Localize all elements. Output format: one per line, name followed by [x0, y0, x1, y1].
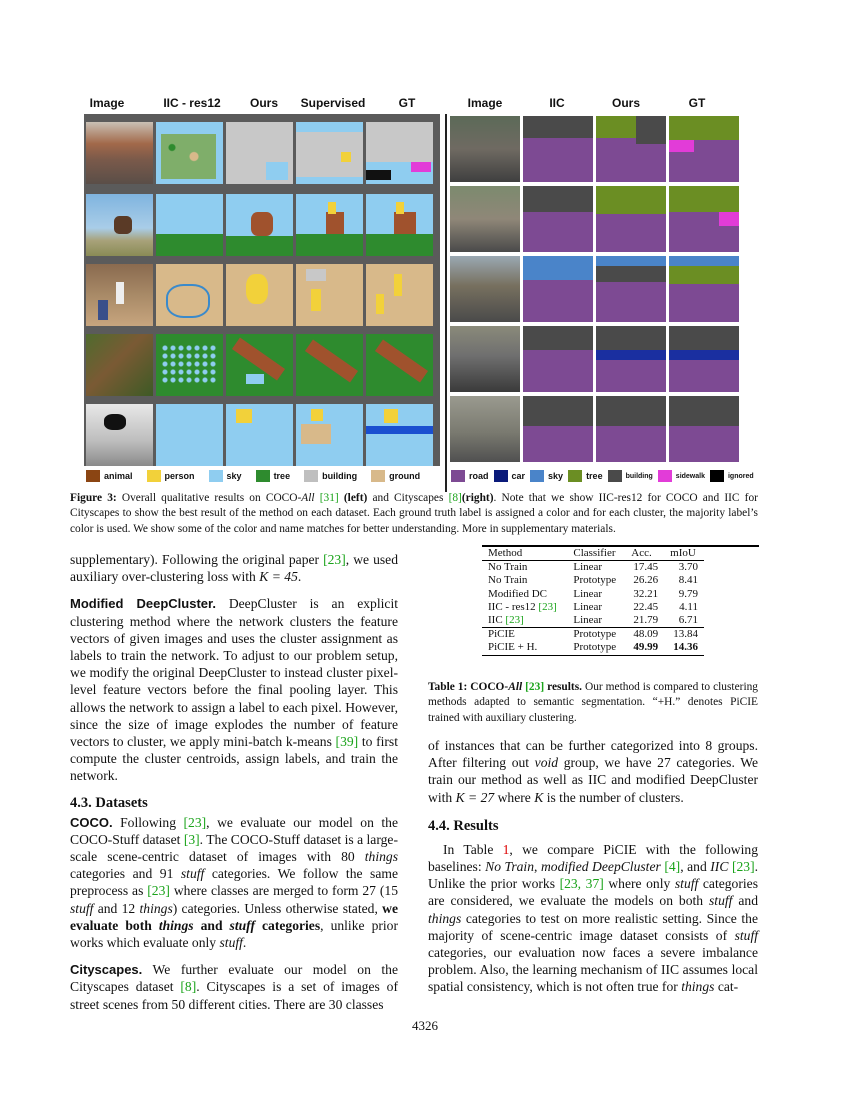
- cell-method: [482, 614, 567, 628]
- math: K = 27: [455, 789, 495, 805]
- paragraph-coco: [70, 814, 398, 952]
- city-r1-iic: [523, 116, 593, 182]
- text: . Cityscapes is a set of images of street scenes from 50 different cities. There are 30 classes: [70, 979, 399, 1012]
- method-name: No Train: [488, 574, 528, 587]
- text: modified DeepCluster: [540, 859, 661, 875]
- city-r2-ours: [596, 186, 666, 252]
- col-header: Acc.: [631, 547, 652, 559]
- city-r5-gt: [669, 396, 739, 462]
- page-number: 4326: [412, 1018, 438, 1033]
- coco-r2-image: [86, 194, 153, 256]
- coco-grid: [84, 114, 440, 466]
- coco-r4-image: [86, 334, 153, 396]
- table-row: [482, 614, 704, 628]
- cell-miou: 8.41: [678, 574, 698, 587]
- text: where: [494, 789, 535, 805]
- legend-swatch: [209, 470, 223, 482]
- coco-r1-iic: [156, 122, 223, 184]
- legend-ignored: [710, 470, 754, 482]
- table-reference[interactable]: 1: [502, 841, 510, 857]
- city-r1-gt: [669, 116, 739, 182]
- header-gt: GT: [398, 96, 416, 110]
- text: Following: [112, 814, 184, 830]
- text: and: [732, 893, 758, 909]
- coco-r5-image: [86, 404, 153, 466]
- legend-swatch: [530, 470, 544, 482]
- results-table: [482, 547, 704, 656]
- coco-r5-ours: [226, 404, 293, 466]
- text: .: [242, 935, 247, 951]
- text: stuff: [219, 935, 243, 951]
- caption-text: results.: [544, 681, 583, 693]
- city-r3-ours: [596, 256, 666, 322]
- caption-text: Overall qualitative results on COCO-: [121, 492, 302, 504]
- city-r5-image: [450, 396, 520, 462]
- legend-label: person: [164, 471, 195, 481]
- legend-animal: [86, 470, 133, 482]
- text: supplementary). Following the original paper: [70, 552, 324, 567]
- legend-swatch: [371, 470, 385, 482]
- caption-text: All: [508, 681, 523, 693]
- text: ) categories. Unless otherwise stated,: [172, 900, 383, 916]
- paragraph-title: Cityscapes.: [70, 962, 143, 978]
- text: IIC: [710, 859, 729, 875]
- text: stuff: [180, 866, 205, 882]
- coco-r1-gt: [366, 122, 433, 184]
- coco-r5-iic: [156, 404, 223, 466]
- table-row: [482, 561, 704, 575]
- city-r4-iic: [523, 326, 593, 392]
- citation[interactable]: [8]: [448, 492, 462, 504]
- city-r2-image: [450, 186, 520, 252]
- citation[interactable]: [23]: [183, 814, 207, 830]
- method-name: Modified DC: [488, 587, 547, 600]
- citation[interactable]: [8]: [180, 979, 197, 995]
- cell-miou: 6.71: [678, 614, 698, 627]
- legend-swatch: [86, 470, 100, 482]
- citation[interactable]: [23]: [147, 883, 170, 899]
- text: we evaluate both: [70, 900, 398, 933]
- caption-text: (right): [461, 492, 494, 504]
- legend-swatch: [256, 470, 270, 482]
- text: things: [158, 917, 194, 933]
- city-r1-ours: [596, 116, 666, 182]
- text: DeepCluster is an explicit clustering method where the network clusters the feature vectors of given images and uses the cluster assignment as labels to train the network. To adjust to our problem setup, we modify the original DeepCluster to instead cluster pixel-level feature vectors before the final pooling layer. This allows the network to assign a label to each pixel. However, since the size of image explodes the number of feature vectors to cluster, we apply mini-batch k-means: [70, 596, 398, 750]
- legend-label: tree: [586, 471, 603, 481]
- coco-r4-ours: [226, 334, 293, 396]
- coco-r2-iic: [156, 194, 223, 256]
- cell-acc: 17.45: [633, 561, 659, 574]
- text: is the number of clusters.: [543, 789, 684, 805]
- legend-label: car: [511, 471, 526, 481]
- text: cat-: [714, 979, 739, 995]
- cell-miou: 3.70: [678, 561, 698, 574]
- text: to first compute the cluster centroids, assign labels, and train the network.: [70, 734, 398, 784]
- cell-acc: 49.99: [633, 641, 659, 654]
- city-r1-image: [450, 116, 520, 182]
- coco-r2-gt: [366, 194, 433, 256]
- header-image-right: Image: [467, 96, 503, 110]
- city-r2-gt: [669, 186, 739, 252]
- table: [482, 547, 704, 656]
- figure-caption: [70, 491, 758, 537]
- paragraph-deepcluster: [70, 595, 398, 784]
- cell-acc: 22.45: [633, 600, 659, 613]
- text: categories to test on more realistic setting. Since the majority of scene-centric image dataset consists of: [428, 910, 758, 943]
- caption-text: Our method is compared to clustering methods adapted to semantic segmentation. “+H.” denotes PiCIE trained with auxiliary clustering.: [428, 681, 759, 724]
- text: , we used auxiliary over-clustering loss with: [70, 552, 399, 585]
- table-caption: [428, 680, 758, 726]
- header-supervised: Supervised: [300, 96, 366, 110]
- coco-r5-supervised: [296, 404, 363, 466]
- table-row: [482, 628, 704, 642]
- text: , and: [680, 859, 711, 875]
- citation[interactable]: [23]: [323, 552, 346, 567]
- text: of instances that can be further categorized into 8 groups. After filtering out: [428, 738, 758, 771]
- col-header: Classifier: [573, 547, 616, 559]
- cell-acc: 21.79: [633, 614, 659, 627]
- legend-swatch: [304, 470, 318, 482]
- legend-sky: [209, 470, 242, 482]
- text: and 12: [93, 900, 140, 916]
- text: categories and 91: [70, 866, 181, 882]
- section-heading-results: 4.4. Results: [428, 817, 499, 834]
- paragraph-cityscapes: [70, 961, 398, 1013]
- table-body: [482, 628, 704, 655]
- table-row: [482, 574, 704, 587]
- cell-miou: 13.84: [673, 628, 698, 641]
- citation[interactable]: [23]: [505, 614, 524, 627]
- citation[interactable]: [23]: [525, 681, 545, 693]
- coco-r3-iic: [156, 264, 223, 326]
- text: , we compare PiCIE with the following baselines:: [428, 841, 758, 875]
- text: things: [139, 900, 173, 916]
- header-iic-right: IIC: [549, 96, 565, 110]
- legend-car: [494, 470, 526, 482]
- caption-label: Figure 3:: [70, 492, 117, 504]
- cell-acc: 32.21: [633, 587, 659, 600]
- header-ours: Ours: [249, 96, 278, 110]
- text: stuff: [734, 927, 758, 943]
- cell-method: [482, 574, 567, 587]
- text: . The COCO-Stuff dataset is a large-scale scene-centric dataset of images with 80: [70, 831, 398, 865]
- coco-r1-supervised: [296, 122, 363, 184]
- citation[interactable]: [4]: [664, 859, 681, 875]
- cityscapes-grid: [450, 114, 740, 466]
- text: categories are considered, we evaluate the models on both: [428, 876, 758, 909]
- coco-r3-supervised: [296, 264, 363, 326]
- text: . Unlike the prior works: [428, 859, 759, 892]
- text: stuff: [70, 900, 94, 916]
- text: , unlike prior works which evaluate only: [70, 917, 398, 951]
- legend-label: building: [322, 471, 358, 481]
- text: In Table: [443, 841, 503, 857]
- text: ,: [534, 859, 541, 875]
- legend-label: ground: [389, 471, 421, 481]
- paragraph-title: COCO.: [70, 814, 113, 830]
- citation[interactable]: [39]: [335, 734, 359, 750]
- method-name: IIC: [488, 614, 506, 627]
- text: categories: [254, 917, 321, 933]
- citation[interactable]: [23, 37]: [559, 876, 604, 892]
- col-header: Method: [488, 547, 523, 559]
- text: stuff: [674, 876, 699, 892]
- city-r2-iic: [523, 186, 593, 252]
- text: where only: [603, 876, 675, 892]
- table-row: [482, 588, 704, 601]
- table-row: [482, 641, 704, 655]
- text: , we evaluate our model on the COCO-Stuff dataset: [70, 814, 398, 847]
- table-body: [482, 561, 704, 628]
- coco-r2-ours: [226, 194, 293, 256]
- legend-swatch: [568, 470, 582, 482]
- left-column: [70, 551, 398, 1013]
- legend-building: [304, 470, 357, 482]
- citation[interactable]: [3]: [183, 831, 200, 847]
- table-row: [482, 601, 704, 614]
- cell-classifier: Linear: [573, 600, 603, 613]
- text: things: [681, 979, 715, 995]
- coco-r4-supervised: [296, 334, 363, 396]
- legend-sidewalk: [658, 470, 705, 482]
- coco-r1-ours: [226, 122, 293, 184]
- cell-classifier: Linear: [573, 614, 603, 627]
- city-r4-image: [450, 326, 520, 392]
- text: and: [193, 917, 230, 933]
- figure-3: [84, 94, 754, 489]
- legend-swatch: [608, 470, 622, 482]
- city-r4-ours: [596, 326, 666, 392]
- cell-miou: 14.36: [673, 641, 698, 654]
- header-iic-res12: IIC - res12: [163, 96, 221, 110]
- method-name: IIC - res12: [488, 600, 539, 613]
- text: group, we have 27 categories. We train our method as well as IIC and modified DeepCluster with: [428, 755, 758, 805]
- paragraph-title: Modified DeepCluster.: [70, 596, 216, 612]
- coco-r3-image: [86, 264, 153, 326]
- coco-r5-gt: [366, 404, 433, 466]
- header-ours-right: Ours: [611, 96, 640, 110]
- text: .: [297, 569, 302, 585]
- header-gt-right: GT: [688, 96, 706, 110]
- legend-person: [147, 470, 195, 482]
- legend-label: sky: [226, 471, 242, 481]
- section-heading-datasets: 4.3. Datasets: [70, 794, 148, 811]
- cell-classifier: Linear: [573, 561, 603, 574]
- coco-r3-ours: [226, 264, 293, 326]
- text: No Train: [485, 859, 535, 875]
- cell-acc: 26.26: [633, 574, 659, 587]
- city-r3-gt: [669, 256, 739, 322]
- legend-ground: [371, 470, 420, 482]
- figure-divider: [445, 114, 447, 492]
- legend-swatch: [494, 470, 508, 482]
- legend-label: sidewalk: [675, 472, 705, 480]
- city-r4-gt: [669, 326, 739, 392]
- cell-miou: 9.79: [678, 587, 698, 600]
- cell-method: [482, 588, 567, 601]
- caption-text: and Cityscapes: [367, 492, 449, 504]
- paragraph-instances: [428, 737, 758, 806]
- col-header: mIoU: [670, 547, 696, 559]
- city-r5-ours: [596, 396, 666, 462]
- text: stuff: [709, 893, 733, 909]
- legend-label: animal: [104, 471, 133, 481]
- caption-text: (left): [343, 492, 368, 504]
- coco-r3-gt: [366, 264, 433, 326]
- coco-legend: [86, 470, 442, 482]
- header-image: Image: [89, 96, 125, 110]
- legend-tree-city: [568, 470, 603, 482]
- paragraph-results: [428, 841, 758, 996]
- paragraph-aux: [70, 551, 398, 585]
- legend-road: [451, 470, 489, 482]
- right-column: [428, 737, 758, 996]
- cell-miou: 4.11: [679, 600, 698, 613]
- legend-label: road: [469, 471, 489, 481]
- legend-label: ignored: [727, 472, 754, 480]
- legend-swatch: [147, 470, 161, 482]
- text: things: [428, 910, 462, 926]
- method-name: No Train: [488, 561, 528, 574]
- cell-classifier: Linear: [573, 587, 603, 600]
- text: where classes are merged to form 27 (15: [169, 883, 399, 899]
- legend-sky-city: [530, 470, 563, 482]
- coco-r1-image: [86, 122, 153, 184]
- cityscapes-legend: [451, 470, 754, 482]
- cell-classifier: Prototype: [573, 574, 617, 587]
- caption-text: All: [301, 492, 315, 504]
- cell-classifier: Prototype: [573, 641, 617, 654]
- text: categories, our evaluation now faces a severe imbalance problem. Also, the learning mechanism of IIC assumes local spatial consistency, which is not often true for: [428, 945, 758, 995]
- coco-r4-iic: [156, 334, 223, 396]
- city-r3-iic: [523, 256, 593, 322]
- text: things: [364, 849, 398, 865]
- legend-label: tree: [273, 471, 291, 481]
- legend-swatch: [451, 470, 465, 482]
- math: K: [534, 789, 544, 805]
- cell-acc: 48.09: [633, 628, 659, 641]
- legend-tree: [256, 470, 291, 482]
- legend-building-city: [608, 470, 653, 482]
- caption-label: Table 1:: [428, 681, 468, 693]
- caption-text: COCO-: [470, 681, 509, 693]
- citation[interactable]: [23]: [538, 600, 557, 613]
- legend-swatch: [658, 470, 672, 482]
- coco-r4-gt: [366, 334, 433, 396]
- table-top-rule: [482, 545, 759, 547]
- text: stuff: [229, 917, 255, 933]
- cell-classifier: Prototype: [573, 628, 617, 641]
- cell-method: [482, 561, 567, 575]
- citation[interactable]: [31]: [319, 492, 339, 504]
- cell-method: [482, 601, 567, 614]
- legend-swatch: [710, 470, 724, 482]
- city-r3-image: [450, 256, 520, 322]
- legend-label: building: [625, 472, 653, 480]
- cell-method: PiCIE: [488, 628, 515, 641]
- math: K = 45: [259, 569, 298, 585]
- coco-r2-supervised: [296, 194, 363, 256]
- caption-text: . Note that we show IIC-res12 for COCO and IIC for Cityscapes to show the best result of the method on each dataset. Each ground truth label is assigned a color and for each cluster, the majority label’s color is used. We show some of the color and name matches for better understanding. More in supplementary materials.: [70, 492, 758, 535]
- text: categories. We follow the same preprocess as: [70, 866, 398, 899]
- text: void: [534, 755, 559, 771]
- city-r5-iic: [523, 396, 593, 462]
- legend-label: sky: [548, 471, 564, 481]
- citation[interactable]: [23]: [731, 859, 755, 875]
- cell-method: PiCIE + H.: [488, 641, 538, 654]
- text: We further evaluate our model on the Cityscapes dataset: [70, 962, 398, 995]
